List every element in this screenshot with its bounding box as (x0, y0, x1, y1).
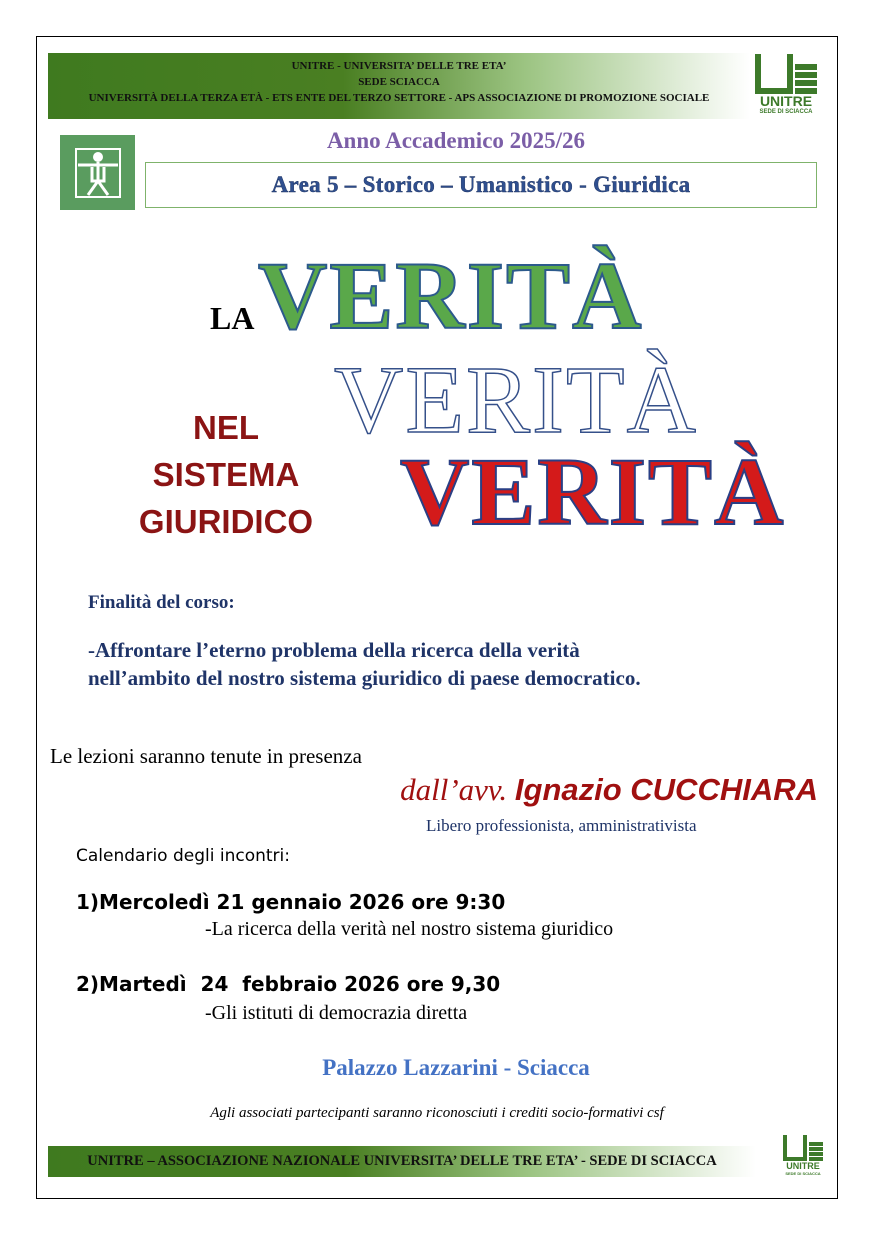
title-verita-outline: VERITÀ (334, 346, 698, 453)
finalita-line-1: -Affrontare l’eterno problema della ricerca della verità (88, 638, 580, 662)
subtitle (110, 404, 342, 545)
teacher (400, 772, 818, 808)
unitre-footer-logo (780, 1135, 826, 1176)
subtitle-giuridico: GIURIDICO (138, 503, 314, 540)
finalita-line-2: nell’ambito del nostro sistema giuridico di paese democratico. (88, 666, 641, 690)
logo-name: UNITRE (759, 93, 813, 109)
meeting-1-topic: -La ricerca della verità nel nostro sistema giuridico (205, 918, 614, 940)
meeting-2-topic: -Gli istituti di democrazia diretta (205, 1002, 468, 1024)
finalita-text (88, 636, 641, 692)
header-line-2: SEDE SCIACCA (358, 76, 440, 88)
title-verita-green: VERITÀ (258, 242, 644, 349)
calendar-label: Calendario degli incontri: (76, 846, 290, 866)
meeting-2-date: 2)Martedì 24 febbraio 2026 ore 9,30 (76, 972, 501, 996)
finalita-label: Finalità del corso: (88, 592, 235, 613)
lezioni-text: Le lezioni saranno tenute in presenza (50, 744, 362, 768)
footer-banner: UNITRE – ASSOCIAZIONE NAZIONALE UNIVERSITA’ DELLE TRE ETA’ - SEDE DI SCIACCA (48, 1146, 756, 1177)
vitruvian-man-icon (60, 135, 135, 210)
header-line-1: UNITRE - UNIVERSITA’ DELLE TRE ETA’ (291, 60, 507, 72)
teacher-name: Ignazio CUCCHIARA (514, 772, 818, 807)
subtitle-sistema: SISTEMA (152, 456, 300, 493)
unitre-logo (752, 54, 820, 115)
venue: Palazzo Lazzarini - Sciacca (322, 1055, 590, 1080)
subtitle-nel: NEL (193, 409, 259, 446)
meeting-1-date: 1)Mercoledì 21 gennaio 2026 ore 9:30 (76, 890, 506, 914)
footer-logo-sub: SEDE DI SCIACCA (785, 1171, 821, 1176)
header-banner (48, 53, 750, 119)
teacher-prefix: dall’avv. (400, 772, 508, 807)
title-verita-red: VERITÀ (400, 438, 786, 545)
academic-year: Anno Accademico 2025/26 (326, 128, 586, 153)
title-la: LA (210, 300, 255, 336)
header-line-3: UNIVERSITÀ DELLA TERZA ETÀ - ETS ENTE DEL TERZO SETTORE - APS ASSOCIAZIONE DI PROMOZIONE SOCIALE (88, 92, 710, 104)
footer-logo-name: UNITRE (786, 1161, 820, 1171)
teacher-role: Libero professionista, amministrativista (426, 816, 697, 835)
logo-sub: SEDE DI SCIACCA (759, 109, 813, 115)
area-title: Area 5 – Storico – Umanistico - Giuridica (145, 162, 817, 208)
credits-note: Agli associati partecipanti saranno riconosciuti i crediti socio-formativi csf (210, 1105, 664, 1121)
